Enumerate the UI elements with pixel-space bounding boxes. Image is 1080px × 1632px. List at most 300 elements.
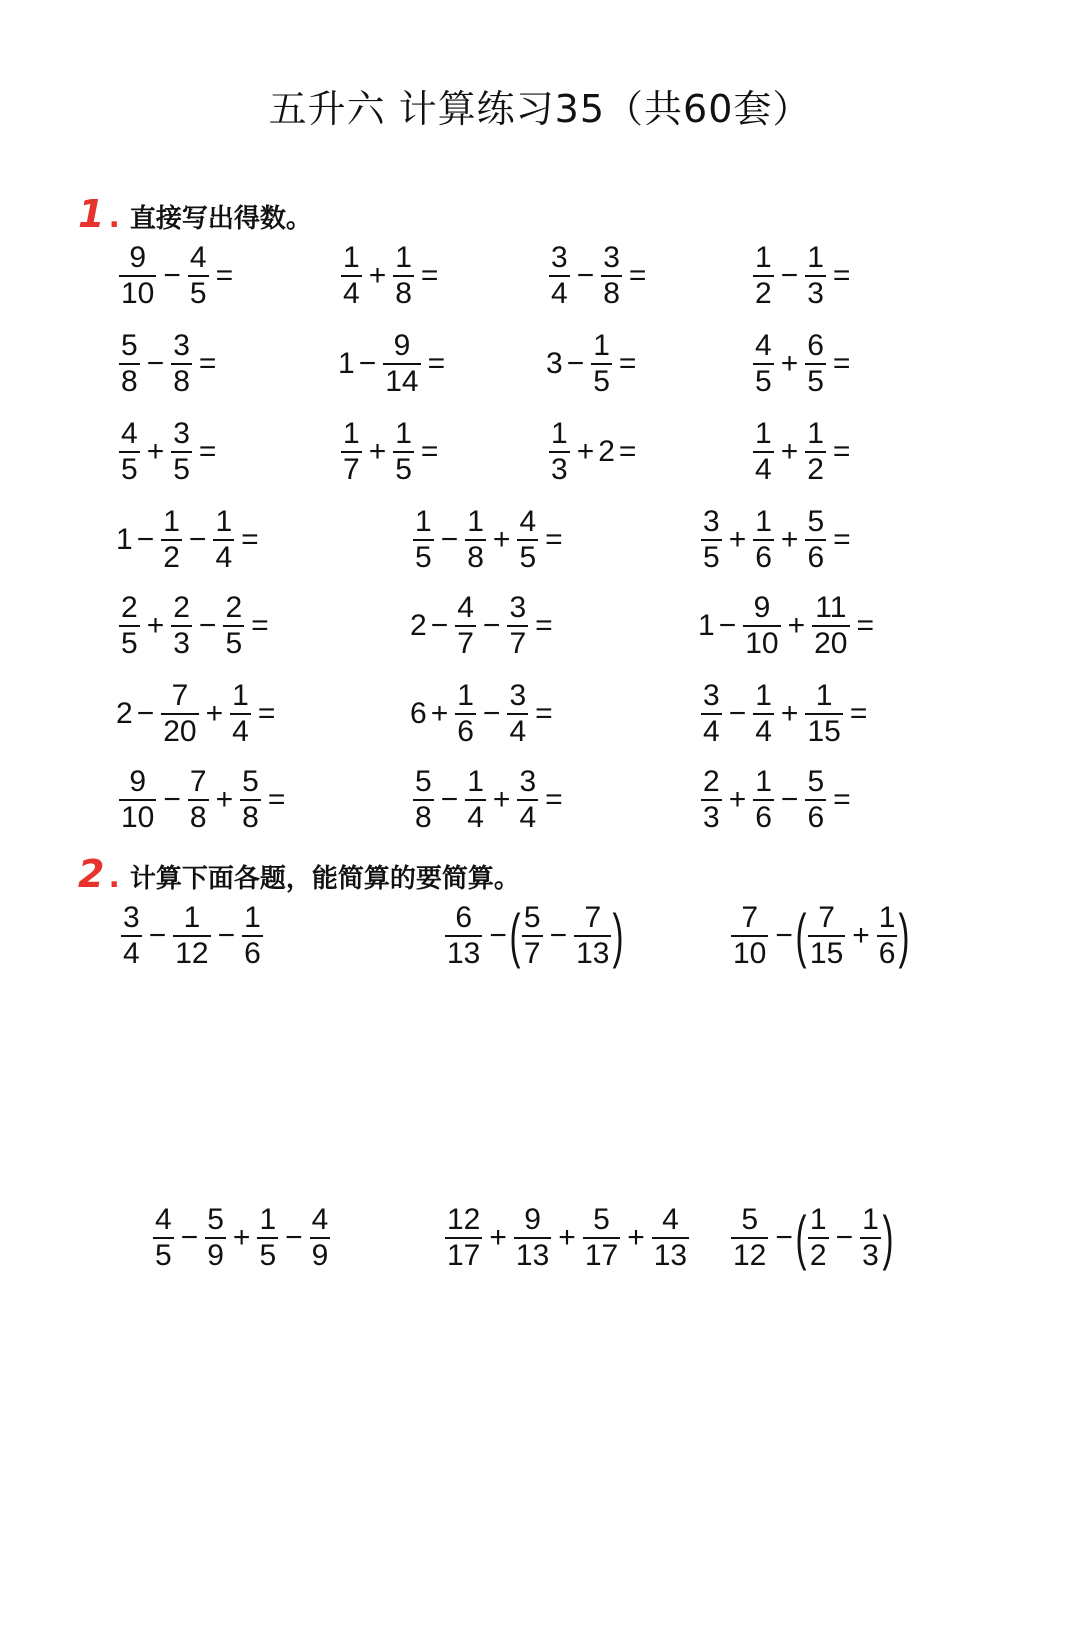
fraction bbox=[213, 506, 234, 573]
operator: + bbox=[780, 346, 799, 380]
math-expression bbox=[338, 242, 442, 309]
operator: + bbox=[492, 782, 511, 816]
section-2-header bbox=[78, 852, 520, 896]
math-expression bbox=[116, 330, 220, 397]
whole-number: 3 bbox=[546, 346, 563, 380]
open-paren: ( bbox=[509, 901, 521, 969]
numerator: 5 bbox=[242, 765, 259, 798]
math-expression bbox=[118, 902, 266, 969]
numerator: 1 bbox=[755, 765, 772, 798]
operator: = bbox=[849, 696, 868, 730]
numerator: 5 bbox=[593, 1203, 610, 1236]
numerator: 1 bbox=[755, 505, 772, 538]
math-expression bbox=[116, 680, 279, 747]
operator: = bbox=[856, 608, 875, 642]
fraction bbox=[507, 680, 528, 747]
denominator: 8 bbox=[242, 800, 259, 834]
numerator: 3 bbox=[173, 329, 190, 362]
numerator: 1 bbox=[467, 765, 484, 798]
operator: + bbox=[215, 782, 234, 816]
numerator: 1 bbox=[244, 901, 261, 934]
operator: + bbox=[728, 522, 747, 556]
denominator: 5 bbox=[395, 452, 412, 486]
denominator: 5 bbox=[593, 364, 610, 398]
math-expression bbox=[750, 242, 854, 309]
operator: + bbox=[368, 434, 387, 468]
denominator: 2 bbox=[755, 276, 772, 310]
numerator: 1 bbox=[215, 505, 233, 538]
numerator: 7 bbox=[171, 679, 189, 712]
math-expression bbox=[698, 766, 855, 833]
denominator: 4 bbox=[551, 276, 568, 310]
whole-number: 2 bbox=[598, 434, 615, 468]
fraction bbox=[701, 506, 722, 573]
close-paren: ) bbox=[898, 901, 910, 969]
numerator: 4 bbox=[755, 329, 772, 362]
denominator: 7 bbox=[523, 936, 541, 970]
close-paren: ) bbox=[612, 901, 624, 969]
operator: + bbox=[780, 522, 799, 556]
fraction bbox=[341, 418, 362, 485]
operator: − bbox=[358, 346, 377, 380]
numerator: 1 bbox=[878, 901, 896, 934]
operator: = bbox=[420, 258, 439, 292]
numerator: 1 bbox=[815, 679, 833, 712]
operator: + bbox=[627, 1220, 645, 1254]
denominator: 10 bbox=[121, 276, 155, 310]
fraction bbox=[805, 242, 826, 309]
fraction bbox=[173, 902, 210, 969]
fraction bbox=[383, 330, 420, 397]
whole-number: 1 bbox=[338, 346, 355, 380]
numerator: 3 bbox=[603, 241, 620, 274]
fraction bbox=[230, 680, 251, 747]
whole-number: 2 bbox=[410, 608, 427, 642]
denominator: 6 bbox=[807, 800, 825, 834]
denominator: 12 bbox=[733, 1238, 767, 1272]
operator: + bbox=[852, 918, 870, 952]
numerator: 3 bbox=[173, 417, 190, 450]
numerator: 7 bbox=[818, 901, 835, 934]
denominator: 8 bbox=[189, 800, 207, 834]
operator: − bbox=[775, 918, 793, 952]
operator: − bbox=[136, 696, 155, 730]
fraction bbox=[465, 766, 486, 833]
numerator: 1 bbox=[755, 417, 772, 450]
fraction bbox=[465, 506, 486, 573]
fraction bbox=[171, 418, 192, 485]
numerator: 1 bbox=[807, 417, 824, 450]
denominator: 5 bbox=[755, 364, 772, 398]
math-expression bbox=[116, 506, 263, 573]
fraction bbox=[121, 902, 142, 969]
denominator: 4 bbox=[519, 800, 537, 834]
operator: + bbox=[232, 1220, 251, 1254]
numerator: 3 bbox=[509, 591, 527, 624]
whole-number: 2 bbox=[116, 696, 133, 730]
operator: − bbox=[180, 1220, 199, 1254]
math-expression bbox=[116, 242, 237, 309]
fraction bbox=[240, 766, 261, 833]
section-1-header bbox=[78, 192, 312, 236]
numerator: 1 bbox=[457, 679, 474, 712]
operator: − bbox=[482, 696, 501, 730]
denominator: 17 bbox=[584, 1238, 619, 1272]
fraction bbox=[445, 902, 482, 969]
whole-number: 1 bbox=[698, 608, 715, 642]
math-expression bbox=[698, 592, 878, 659]
numerator: 4 bbox=[662, 1203, 679, 1236]
numerator: 1 bbox=[593, 329, 610, 362]
numerator: 2 bbox=[703, 765, 720, 798]
numerator: 1 bbox=[395, 241, 412, 274]
numerator: 5 bbox=[807, 505, 825, 538]
numerator: 5 bbox=[523, 901, 541, 934]
numerator: 3 bbox=[509, 679, 527, 712]
math-expression bbox=[698, 680, 871, 747]
fraction bbox=[455, 680, 476, 747]
numerator: 9 bbox=[753, 591, 771, 624]
fraction bbox=[119, 418, 140, 485]
denominator: 5 bbox=[225, 626, 243, 660]
fraction bbox=[522, 902, 543, 969]
denominator: 3 bbox=[703, 800, 720, 834]
fraction bbox=[808, 902, 845, 969]
numerator: 7 bbox=[741, 901, 759, 934]
operator: − bbox=[148, 918, 167, 952]
math-expression bbox=[728, 1204, 892, 1271]
math-expression bbox=[150, 1204, 333, 1271]
numerator: 5 bbox=[415, 765, 432, 798]
fraction bbox=[393, 418, 414, 485]
denominator: 5 bbox=[415, 540, 432, 574]
operator: = bbox=[198, 346, 217, 380]
operator: = bbox=[215, 258, 234, 292]
denominator: 13 bbox=[447, 936, 481, 970]
math-expression bbox=[546, 242, 650, 309]
numerator: 1 bbox=[809, 1203, 827, 1236]
operator: = bbox=[420, 434, 439, 468]
operator: = bbox=[833, 522, 851, 556]
denominator: 4 bbox=[755, 452, 772, 486]
fraction bbox=[119, 242, 156, 309]
operator: + bbox=[558, 1220, 576, 1254]
operator: − bbox=[136, 522, 155, 556]
denominator: 6 bbox=[807, 540, 825, 574]
fraction bbox=[161, 506, 182, 573]
numerator: 5 bbox=[807, 765, 825, 798]
operator: = bbox=[535, 608, 553, 642]
operator: = bbox=[545, 782, 563, 816]
fraction bbox=[119, 592, 140, 659]
operator: − bbox=[576, 258, 595, 292]
fraction bbox=[731, 902, 768, 969]
operator: + bbox=[492, 522, 511, 556]
operator: = bbox=[618, 346, 637, 380]
fraction bbox=[808, 1204, 829, 1271]
denominator: 4 bbox=[123, 936, 140, 970]
operator: − bbox=[198, 608, 217, 642]
operator: − bbox=[440, 782, 459, 816]
operator: = bbox=[257, 696, 276, 730]
denominator: 6 bbox=[755, 800, 772, 834]
fraction bbox=[341, 242, 362, 309]
operator: + bbox=[780, 696, 799, 730]
operator: − bbox=[780, 782, 799, 816]
operator: + bbox=[430, 696, 449, 730]
operator: = bbox=[618, 434, 637, 468]
fraction bbox=[413, 506, 434, 573]
close-paren: ) bbox=[882, 1203, 894, 1271]
operator: − bbox=[430, 608, 449, 642]
operator: = bbox=[251, 608, 269, 642]
denominator: 15 bbox=[807, 714, 841, 748]
math-expression bbox=[750, 330, 854, 397]
open-paren: ( bbox=[795, 901, 807, 969]
denominator: 12 bbox=[175, 936, 209, 970]
fraction bbox=[514, 1204, 551, 1271]
numerator: 4 bbox=[189, 241, 207, 274]
section-1-heading: 直接写出得数。 bbox=[129, 204, 312, 234]
operator: − bbox=[146, 346, 165, 380]
numerator: 1 bbox=[183, 901, 201, 934]
math-expression bbox=[728, 902, 908, 969]
section-2-number: 2 bbox=[78, 852, 105, 896]
numerator: 1 bbox=[343, 417, 360, 450]
denominator: 4 bbox=[703, 714, 720, 748]
operator: − bbox=[482, 608, 501, 642]
fraction bbox=[591, 330, 612, 397]
denominator: 5 bbox=[519, 540, 537, 574]
numerator: 4 bbox=[155, 1203, 172, 1236]
fraction bbox=[549, 418, 570, 485]
fraction bbox=[753, 506, 774, 573]
denominator: 7 bbox=[343, 452, 360, 486]
numerator: 1 bbox=[163, 505, 180, 538]
numerator: 7 bbox=[584, 901, 602, 934]
numerator: 1 bbox=[415, 505, 432, 538]
denominator: 5 bbox=[189, 276, 207, 310]
page-title: 五升六 计算练习35（共60套） bbox=[268, 87, 812, 131]
denominator: 17 bbox=[447, 1238, 481, 1272]
denominator: 10 bbox=[733, 936, 767, 970]
operator: = bbox=[832, 346, 851, 380]
operator: − bbox=[549, 918, 568, 952]
fraction bbox=[205, 1204, 226, 1271]
numerator: 5 bbox=[121, 329, 138, 362]
denominator: 10 bbox=[745, 626, 779, 660]
math-expression bbox=[338, 330, 449, 397]
denominator: 13 bbox=[576, 936, 610, 970]
denominator: 3 bbox=[551, 452, 568, 486]
fraction bbox=[805, 506, 826, 573]
numerator: 3 bbox=[519, 765, 537, 798]
numerator: 2 bbox=[225, 591, 243, 624]
denominator: 6 bbox=[244, 936, 261, 970]
denominator: 4 bbox=[509, 714, 527, 748]
fraction bbox=[805, 418, 826, 485]
numerator: 4 bbox=[457, 591, 474, 624]
numerator: 7 bbox=[189, 765, 207, 798]
operator: − bbox=[728, 696, 747, 730]
numerator: 3 bbox=[703, 679, 720, 712]
denominator: 5 bbox=[807, 364, 824, 398]
numerator: 11 bbox=[815, 591, 847, 624]
fraction bbox=[549, 242, 570, 309]
operator: + bbox=[787, 608, 806, 642]
operator: − bbox=[718, 608, 737, 642]
denominator: 7 bbox=[457, 626, 474, 660]
section-1-dot: . bbox=[108, 200, 120, 235]
numerator: 5 bbox=[207, 1203, 224, 1236]
math-expression bbox=[410, 766, 567, 833]
numerator: 3 bbox=[703, 505, 720, 538]
fraction bbox=[393, 242, 414, 309]
math-expression bbox=[698, 506, 855, 573]
operator: − bbox=[217, 918, 236, 952]
whole-number: 6 bbox=[410, 696, 427, 730]
operator: = bbox=[833, 782, 851, 816]
fraction bbox=[805, 766, 826, 833]
denominator: 8 bbox=[467, 540, 484, 574]
fraction bbox=[701, 766, 722, 833]
denominator: 6 bbox=[878, 936, 896, 970]
operator: − bbox=[285, 1220, 303, 1254]
section-2-heading: 计算下面各题，能简算的要简算。 bbox=[129, 864, 520, 894]
operator: = bbox=[832, 258, 851, 292]
fraction bbox=[445, 1204, 482, 1271]
fraction bbox=[119, 330, 140, 397]
fraction bbox=[860, 1204, 881, 1271]
denominator: 9 bbox=[207, 1238, 224, 1272]
fraction bbox=[574, 902, 611, 969]
operator: + bbox=[728, 782, 747, 816]
fraction bbox=[188, 766, 209, 833]
operator: + bbox=[780, 434, 799, 468]
numerator: 2 bbox=[173, 591, 190, 624]
denominator: 3 bbox=[173, 626, 190, 660]
math-expression bbox=[338, 418, 442, 485]
denominator: 8 bbox=[603, 276, 620, 310]
denominator: 14 bbox=[385, 364, 419, 398]
denominator: 8 bbox=[395, 276, 412, 310]
fraction bbox=[257, 1204, 278, 1271]
math-expression bbox=[116, 592, 273, 659]
numerator: 2 bbox=[121, 591, 138, 624]
section-1-number: 1 bbox=[78, 192, 105, 236]
operator: − bbox=[775, 1220, 793, 1254]
math-expression bbox=[750, 418, 854, 485]
fraction bbox=[171, 330, 192, 397]
operator: − bbox=[489, 918, 507, 952]
numerator: 5 bbox=[741, 1203, 759, 1236]
numerator: 1 bbox=[807, 241, 824, 274]
operator: = bbox=[198, 434, 217, 468]
denominator: 3 bbox=[862, 1238, 879, 1272]
denominator: 4 bbox=[755, 714, 772, 748]
fraction bbox=[517, 506, 538, 573]
operator: − bbox=[163, 258, 181, 292]
fraction bbox=[812, 592, 849, 659]
denominator: 10 bbox=[121, 800, 155, 834]
numerator: 1 bbox=[467, 505, 484, 538]
fraction bbox=[223, 592, 244, 659]
fraction bbox=[652, 1204, 689, 1271]
numerator: 3 bbox=[551, 241, 568, 274]
numerator: 9 bbox=[393, 329, 411, 362]
operator: + bbox=[205, 696, 224, 730]
fraction bbox=[805, 330, 826, 397]
math-expression bbox=[410, 680, 557, 747]
denominator: 8 bbox=[173, 364, 190, 398]
fraction bbox=[455, 592, 476, 659]
whole-number: 1 bbox=[116, 522, 133, 556]
math-expression bbox=[442, 1204, 692, 1271]
denominator: 15 bbox=[809, 936, 844, 970]
numerator: 1 bbox=[755, 679, 772, 712]
denominator: 5 bbox=[121, 452, 138, 486]
denominator: 5 bbox=[703, 540, 720, 574]
operator: + bbox=[368, 258, 387, 292]
fraction bbox=[743, 592, 780, 659]
numerator: 4 bbox=[311, 1203, 329, 1236]
fraction bbox=[805, 680, 842, 747]
fraction bbox=[753, 680, 774, 747]
fraction bbox=[753, 242, 774, 309]
denominator: 13 bbox=[653, 1238, 688, 1272]
operator: − bbox=[835, 1220, 854, 1254]
operator: + bbox=[146, 434, 165, 468]
operator: = bbox=[267, 782, 286, 816]
fraction bbox=[753, 766, 774, 833]
denominator: 20 bbox=[163, 714, 197, 748]
fraction bbox=[188, 242, 209, 309]
fraction bbox=[517, 766, 538, 833]
numerator: 1 bbox=[755, 241, 772, 274]
denominator: 7 bbox=[509, 626, 527, 660]
section-2-dot: . bbox=[108, 860, 120, 895]
numerator: 6 bbox=[455, 901, 473, 934]
denominator: 5 bbox=[259, 1238, 277, 1272]
denominator: 4 bbox=[343, 276, 360, 310]
numerator: 1 bbox=[551, 417, 568, 450]
numerator: 4 bbox=[121, 417, 138, 450]
denominator: 6 bbox=[755, 540, 772, 574]
numerator: 1 bbox=[395, 417, 412, 450]
math-expression bbox=[116, 766, 289, 833]
denominator: 9 bbox=[311, 1238, 329, 1272]
denominator: 5 bbox=[121, 626, 138, 660]
operator: − bbox=[566, 346, 585, 380]
fraction bbox=[731, 1204, 768, 1271]
fraction bbox=[161, 680, 198, 747]
fraction bbox=[171, 592, 192, 659]
numerator: 4 bbox=[519, 505, 537, 538]
operator: − bbox=[163, 782, 181, 816]
numerator: 1 bbox=[232, 679, 249, 712]
denominator: 20 bbox=[814, 626, 848, 660]
denominator: 8 bbox=[415, 800, 432, 834]
denominator: 4 bbox=[232, 714, 249, 748]
operator: = bbox=[241, 522, 259, 556]
math-expression bbox=[410, 592, 557, 659]
numerator: 1 bbox=[259, 1203, 277, 1236]
fraction bbox=[153, 1204, 174, 1271]
fraction bbox=[601, 242, 622, 309]
operator: + bbox=[146, 608, 165, 642]
denominator: 5 bbox=[155, 1238, 172, 1272]
numerator: 1 bbox=[343, 241, 360, 274]
